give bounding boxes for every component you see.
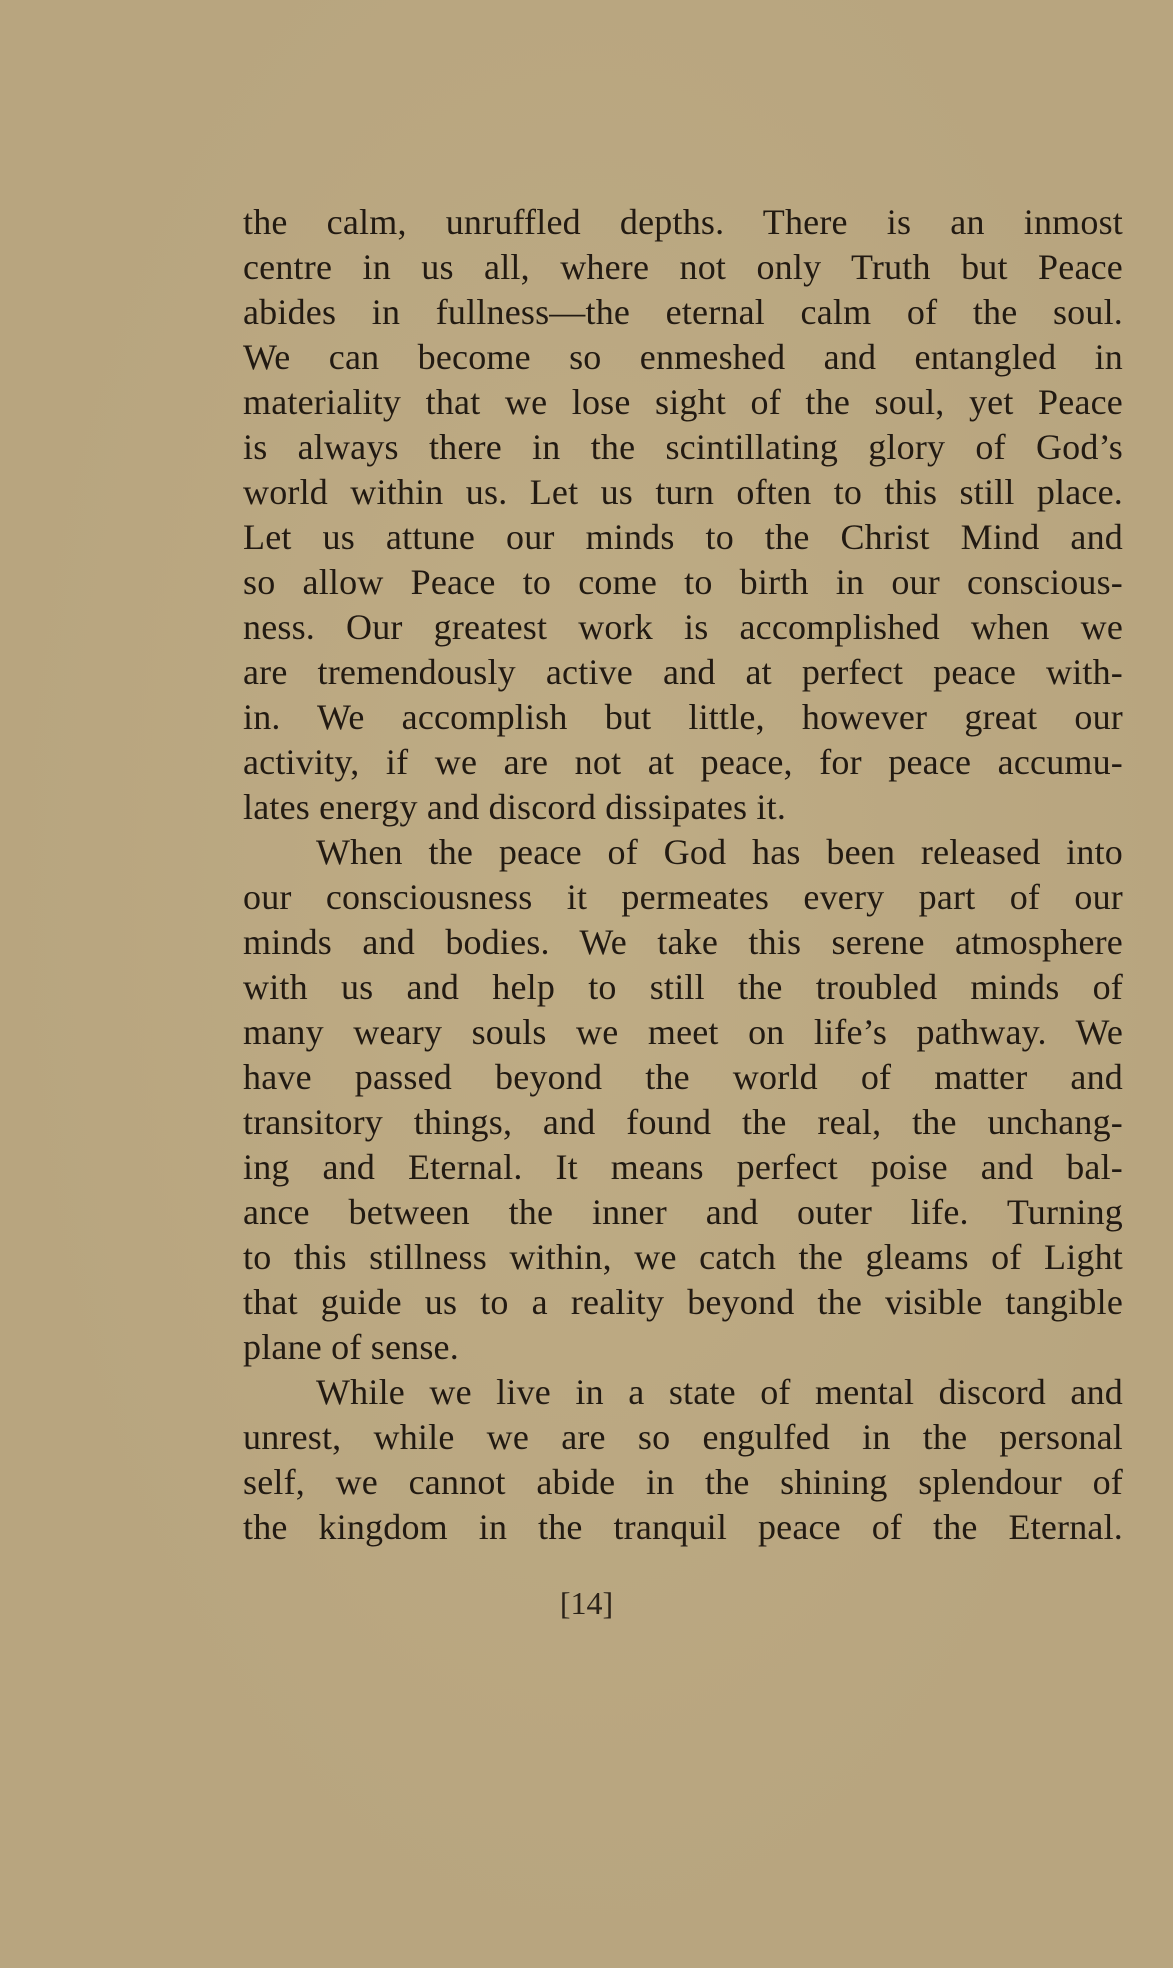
- text-line: ance between the inner and outer life. Turning: [243, 1192, 1123, 1232]
- page-number: [14]: [559, 1585, 614, 1621]
- text-line: activity, if we are not at peace, for peace accumu-: [243, 742, 1123, 782]
- text-line: lates energy and discord dissipates it.: [243, 787, 787, 827]
- text-line: minds and bodies. We take this serene atmosphere: [243, 922, 1123, 962]
- text-line: world within us. Let us turn often to this still place.: [243, 472, 1123, 512]
- text-line: in. We accomplish but little, however great our: [243, 697, 1123, 737]
- text-line: to this stillness within, we catch the gleams of Light: [243, 1237, 1123, 1277]
- text-line: that guide us to a reality beyond the visible tangible: [243, 1282, 1123, 1322]
- text-line: the calm, unruffled depths. There is an inmost: [243, 202, 1123, 242]
- text-line: plane of sense.: [243, 1327, 459, 1367]
- text-line: ness. Our greatest work is accomplished when we: [243, 607, 1123, 647]
- text-line: materiality that we lose sight of the soul, yet Peace: [243, 382, 1123, 422]
- text-line: Let us attune our minds to the Christ Mind and: [243, 517, 1123, 557]
- text-line: self, we cannot abide in the shining splendour of: [243, 1462, 1123, 1502]
- text-line: the kingdom in the tranquil peace of the Eternal.: [243, 1507, 1123, 1547]
- text-line: unrest, while we are so engulfed in the personal: [243, 1417, 1123, 1457]
- text-line: so allow Peace to come to birth in our conscious-: [243, 562, 1123, 602]
- text-line: our consciousness it permeates every part of our: [243, 877, 1123, 917]
- text-line: is always there in the scintillating glory of God’s: [243, 427, 1123, 467]
- text-line: with us and help to still the troubled minds of: [243, 967, 1123, 1007]
- text-line: While we live in a state of mental discord and: [316, 1372, 1123, 1412]
- text-line: many weary souls we meet on life’s pathway. We: [243, 1012, 1123, 1052]
- body-text: [243, 200, 1123, 1550]
- text-line: abides in fullness—the eternal calm of the soul.: [243, 292, 1123, 332]
- text-line: ing and Eternal. It means perfect poise and bal-: [243, 1147, 1123, 1187]
- text-line: centre in us all, where not only Truth but Peace: [243, 247, 1123, 287]
- text-line: are tremendously active and at perfect peace with-: [243, 652, 1123, 692]
- text-line: We can become so enmeshed and entangled in: [243, 337, 1123, 377]
- text-line: have passed beyond the world of matter and: [243, 1057, 1123, 1097]
- text-line: When the peace of God has been released into: [316, 832, 1123, 872]
- text-line: transitory things, and found the real, the unchang-: [243, 1102, 1123, 1142]
